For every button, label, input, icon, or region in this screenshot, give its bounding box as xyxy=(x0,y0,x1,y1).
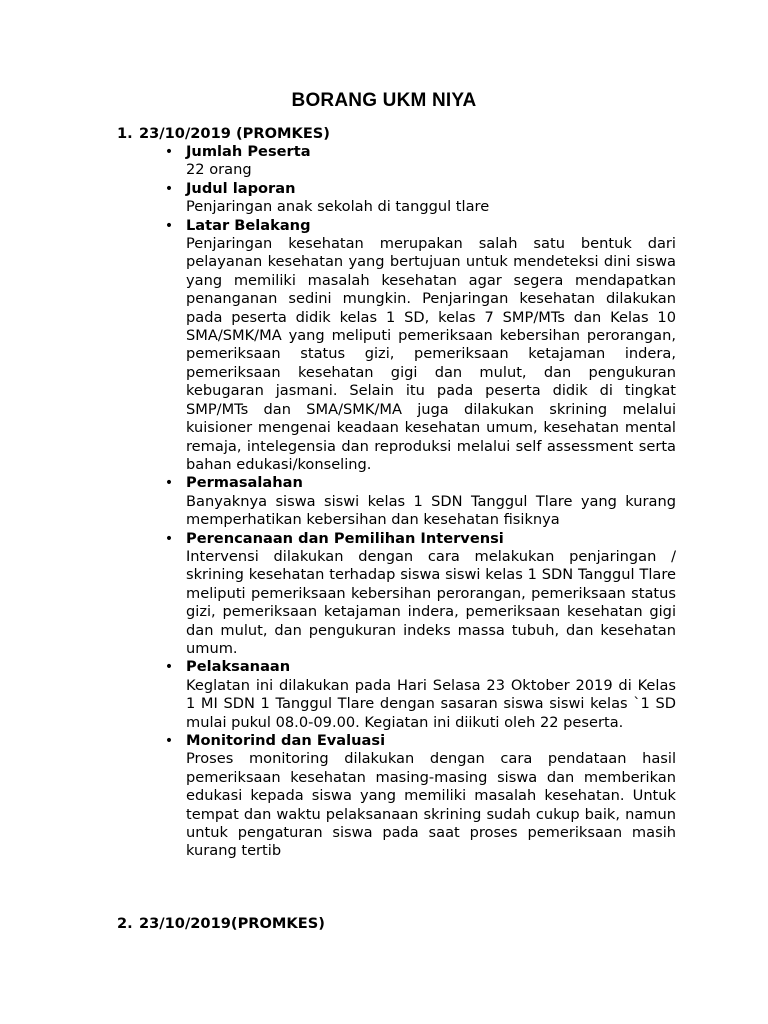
item-label: Permasalahan xyxy=(186,474,303,492)
bullet-icon: • xyxy=(164,659,174,676)
bullet-icon: • xyxy=(164,217,174,234)
item-body: Banyaknya siswa siswi kelas 1 SDN Tanggul Tlare yang kurang memperhatikan kebersihan dan kesehatan fisiknya xyxy=(186,492,676,529)
item-body: Proses monitoring dilakukan dengan cara pendataan hasil pemeriksaan kesehatan masing-masing siswa dan memberikan edukasi kepada siswa yang memiliki masalah kesehatan. Untuk tempat dan waktu pelaksanaan skrining sudah cukup baik, namun untuk pengaturan siswa pada saat proses pemeriksaan masih kurang tertib xyxy=(186,750,676,860)
bullet-icon: • xyxy=(164,530,174,547)
item-label: Monitorind dan Evaluasi xyxy=(186,732,386,749)
entry-date-title: 23/10/2019(PROMKES) xyxy=(139,915,325,932)
item-label: Judul laporan xyxy=(186,179,296,197)
entry-number: 1. xyxy=(117,125,133,142)
entry-heading-1 xyxy=(117,125,330,143)
item-label: Pelaksanaan xyxy=(186,658,291,676)
list-item-pelaksanaan xyxy=(160,658,676,732)
item-body: Intervensi dilakukan dengan cara melakukan penjaringan / skrining kesehatan terhadap siswa siswi kelas 1 SDN Tanggul Tlare meliputi pemeriksaan kebersihan perorangan, pemeriksaan status gizi, pemeriksaan ketajaman indera, pemeriksaan kesehatan gigi dan mulut, dan pengukuran indeks massa tubuh, dan kesehatan umum. xyxy=(186,547,676,657)
item-body: Penjaringan anak sekolah di tanggul tlare xyxy=(186,198,490,216)
list-item-monitoring xyxy=(160,732,676,861)
bullet-icon: • xyxy=(164,475,174,492)
entry-number: 2. xyxy=(117,915,133,932)
list-item-perencanaan xyxy=(160,530,676,659)
list-item-judul-laporan xyxy=(160,180,676,217)
entry-heading-2 xyxy=(117,915,325,933)
document-title: BORANG UKM NIYA xyxy=(291,90,477,111)
bullet-icon: • xyxy=(164,180,174,197)
item-body: Penjaringan kesehatan merupakan salah satu bentuk dari pelayanan kesehatan yang bertujuan untuk mendeteksi dini siswa yang memiliki masalah kesehatan agar segera mendapatkan penanganan sedini mungkin. Penjaringan kesehatan dilakukan pada peserta didik kelas 1 SD, kelas 7 SMP/MTs dan Kelas 10 SMA/SMK/MA yang meliputi pemeriksaan kebersihan perorangan, pemeriksaan status gizi, pemeriksaan ketajaman indera, pemeriksaan kesehatan gigi dan mulut, dan pengukuran kebugaran jasmani. Selain itu pada peserta didik di tingkat SMP/MTs dan SMA/SMK/MA juga dilakukan skrining melalui kuisioner mengenai keadaan kesehatan umum, kesehatan mental remaja, intelegensia dan reproduksi melalui self assessment serta bahan edukasi/konseling. xyxy=(186,235,676,473)
item-label: Jumlah Peserta xyxy=(186,143,311,160)
item-body: 22 orang xyxy=(186,161,252,179)
list-item-latar-belakang xyxy=(160,217,676,475)
item-label: Latar Belakang xyxy=(186,216,311,234)
entry-date-title: 23/10/2019 (PROMKES) xyxy=(139,125,330,142)
bullet-icon: • xyxy=(164,733,174,749)
bullet-icon: • xyxy=(164,144,174,160)
item-label: Perencanaan dan Pemilihan Intervensi xyxy=(186,529,504,547)
entry-1-bullet-list xyxy=(160,143,676,861)
list-item-jumlah-peserta xyxy=(160,143,676,180)
item-body: Keglatan ini dilakukan pada Hari Selasa 23 Oktober 2019 di Kelas 1 MI SDN 1 Tanggul Tlare dengan sasaran siswa siswi kelas `1 SD mulai pukul 08.0-09.00. Kegiatan ini diikuti oleh 22 peserta. xyxy=(186,676,676,731)
list-item-permasalahan xyxy=(160,474,676,529)
